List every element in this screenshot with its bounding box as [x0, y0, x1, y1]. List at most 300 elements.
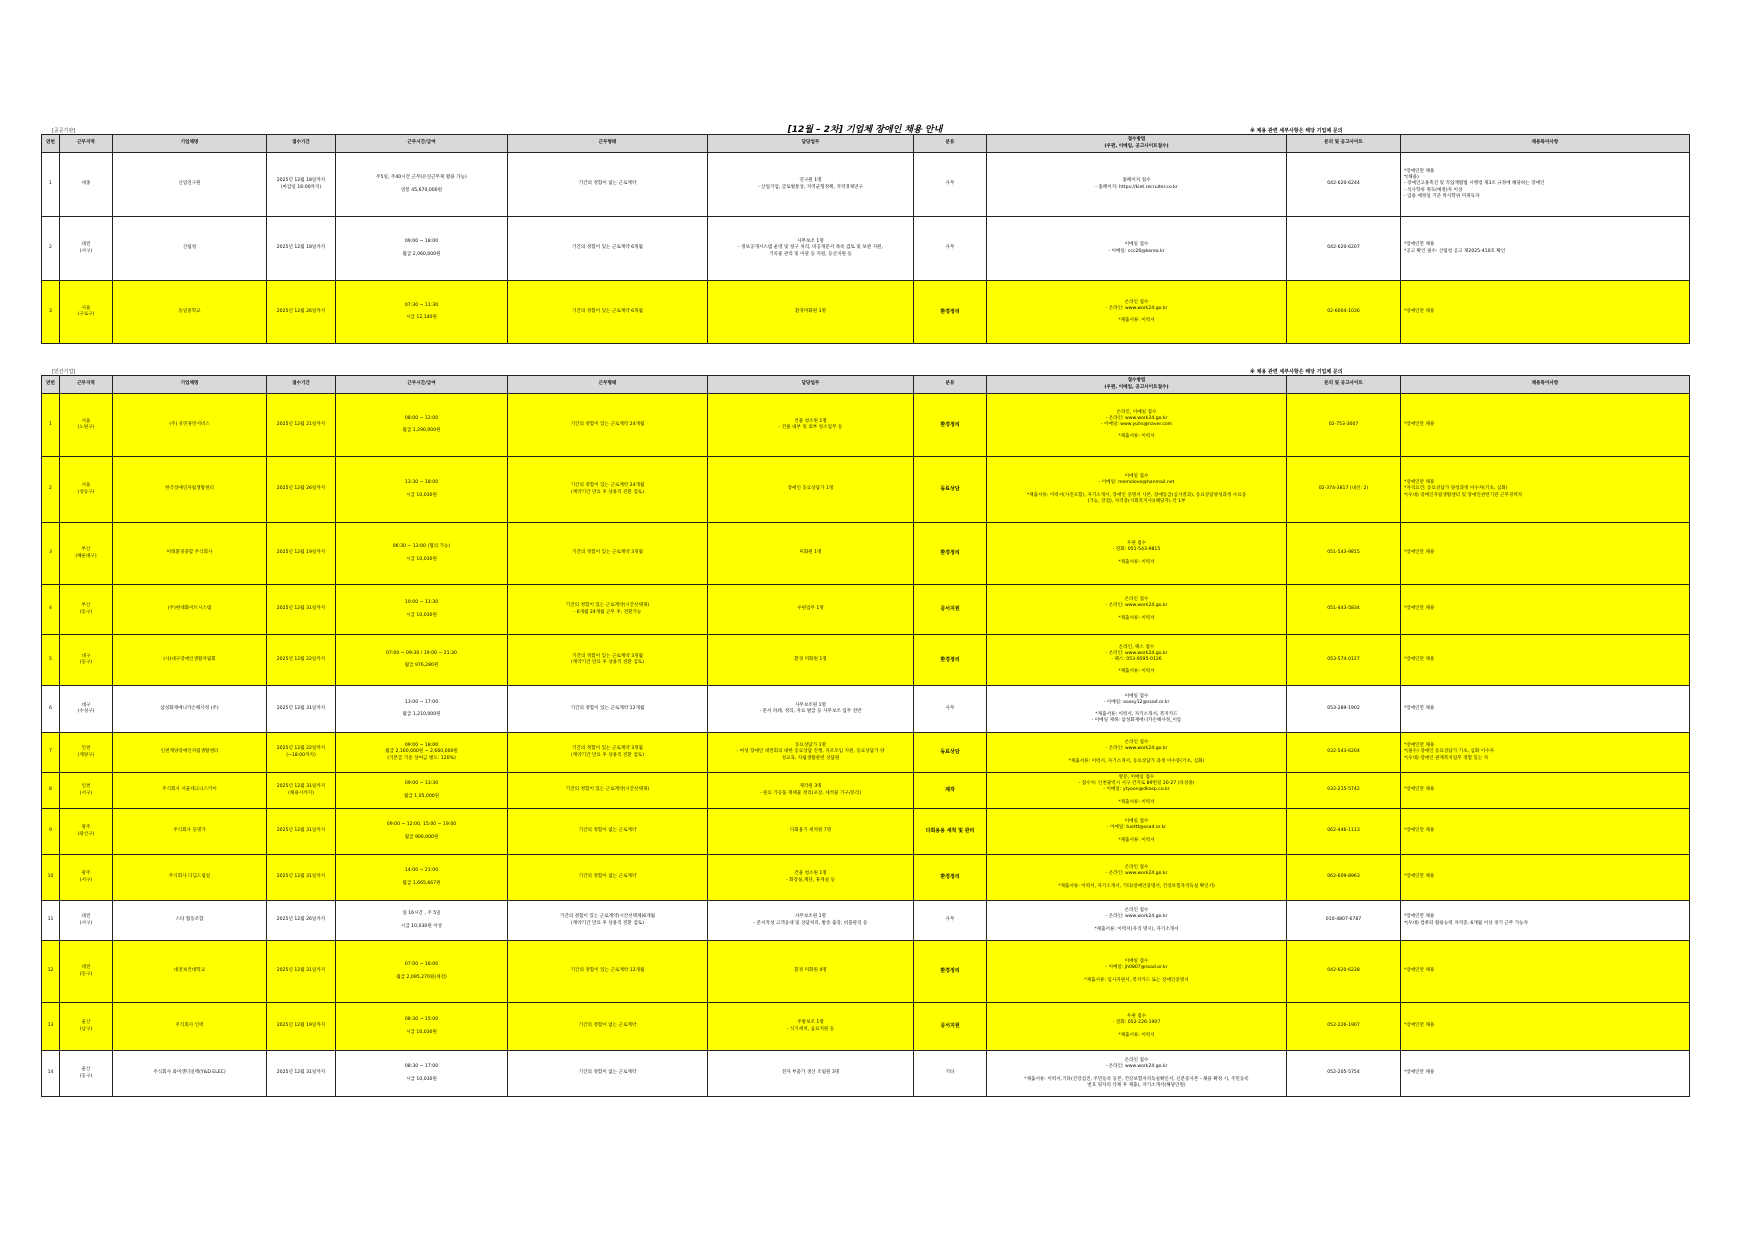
text-line: 시급 10,030원 [406, 1076, 437, 1082]
cell-application-method [987, 635, 1287, 686]
text-line: 13:00 ~ 17:00 [404, 699, 439, 705]
text-line: 2025년 12월 18일까지 [276, 245, 326, 251]
cell-job-duty [708, 855, 914, 901]
text-line: 근무지역 [77, 140, 95, 146]
text-line: 4 [49, 606, 52, 612]
text-line: 산림청 [182, 245, 197, 251]
cell-row-no [42, 1003, 60, 1051]
cell-hours-pay [336, 733, 508, 773]
cell-application-period [267, 733, 336, 773]
table-row [42, 523, 1690, 585]
cell-job-category [914, 901, 987, 941]
table-row [42, 686, 1690, 733]
text-line: 동료상담 [940, 486, 960, 493]
text-line: 대전보건대학교 [173, 968, 206, 974]
text-line: 기업체명 [180, 140, 199, 146]
text-line: - 접수처: 인천광역시 서구 건지로 89번길 20-27 (라성종) [1078, 781, 1195, 787]
text-line: 기간의 정함이 있는 근로계약(시간선택제) [565, 603, 650, 609]
table-header-row [42, 376, 1690, 394]
text-line: 근무형태 [598, 381, 617, 387]
text-line: 기간의 정함이 없는 근로계약 [578, 181, 637, 187]
text-line: 분류 [945, 381, 955, 387]
cell-employment-type [508, 941, 708, 1003]
cell-application-period [267, 394, 336, 457]
cell-employment-type [508, 523, 708, 585]
cell-hiring-notes [1401, 686, 1690, 733]
text-line: 시급 10,030원 [406, 492, 437, 498]
text-line: *제출서류: 이력서 [1118, 799, 1155, 805]
section-label-public: [공공기관] [52, 128, 76, 134]
text-line: 02-374-3817 (내선: 2) [1318, 486, 1369, 492]
text-line: 9 [49, 828, 52, 834]
text-line: - 이메일: ccc20@korea.kr [1108, 248, 1165, 254]
text-line: - 전화: 051-543-9815 [1112, 547, 1161, 553]
cell-job-category [914, 394, 987, 457]
text-line: 연번 [46, 140, 55, 146]
text-line: *제출서류: 이력서 [1118, 669, 1155, 675]
table-row [42, 635, 1690, 686]
cell-application-period [267, 585, 336, 635]
cell-hiring-notes [1401, 217, 1690, 281]
cell-application-method [987, 686, 1287, 733]
text-line: (동구) [79, 1073, 93, 1079]
cell-contact-site [1287, 901, 1401, 941]
text-line: 대전 [81, 965, 91, 971]
column-header-job-duty [708, 376, 914, 394]
text-line: 2025년 12월 31일까지 [276, 874, 326, 880]
text-line: 8 [49, 787, 52, 793]
text-line: 08:00 ~ 12:00 [404, 415, 439, 421]
text-line: 사무 [945, 917, 955, 923]
cell-hiring-notes [1401, 635, 1690, 686]
text-line: *제출서류: 이력서 [1118, 318, 1155, 324]
cell-company-name [113, 1003, 267, 1051]
text-line: 산업연구원 [178, 181, 201, 187]
text-line: 2025년 12월 18일까지 [276, 178, 326, 184]
cell-row-no [42, 1051, 60, 1097]
text-line: (~18:00까지) [286, 752, 316, 758]
cell-job-category [914, 1003, 987, 1051]
cell-hours-pay [336, 809, 508, 855]
text-line: (해운대구) [75, 553, 97, 559]
cell-hiring-notes [1401, 941, 1690, 1003]
cell-contact-site [1287, 281, 1401, 344]
text-line: (계약기간 만료 후 상용직 전환 검토) [570, 489, 644, 495]
text-line: - 입용 예정일 기준 박사학위 미취득자 [1404, 193, 1480, 199]
text-line: 접수기간 [292, 381, 310, 387]
cell-company-name [113, 941, 267, 1003]
text-line: 사무보조 1명 [797, 239, 824, 245]
table-row [42, 941, 1690, 1003]
cell-application-method [987, 773, 1287, 809]
column-header-hiring-notes [1401, 376, 1690, 394]
text-line: 주식회사 인력 [175, 1023, 204, 1029]
cell-employment-type [508, 585, 708, 635]
text-line: 13:30 ~ 18:00 [404, 480, 439, 486]
text-line: 환경미화원 1명 [794, 308, 826, 314]
text-line: *장애인만 채용 [1404, 828, 1435, 834]
text-line: *장애인만 채용 [1404, 914, 1435, 920]
text-line: - 이메일: jh0807@ssad.or.kr [1105, 965, 1168, 971]
text-line: (서구) [79, 920, 93, 926]
text-line: *장애인만 채용 [1404, 242, 1435, 248]
text-line: 월급 2,060,000원 [402, 251, 441, 257]
text-line: 사무 [945, 705, 955, 711]
cell-job-category [914, 773, 987, 809]
cell-company-name [113, 855, 267, 901]
cell-work-region [60, 217, 113, 281]
text-line: 근무지역 [77, 381, 95, 387]
cell-row-no [42, 809, 60, 855]
text-line: 2025년 12월 26일까지 [276, 308, 326, 314]
text-line: 기간의 정함이 있는 근로계약 24개월 [570, 421, 645, 427]
text-line: 일 16시간 , 주 5일 [402, 911, 441, 917]
column-header-employment-type [508, 376, 708, 394]
cell-job-category [914, 733, 987, 773]
column-header-employment-type [508, 135, 708, 153]
cell-job-duty [708, 809, 914, 855]
text-line: 대구 [81, 702, 91, 708]
cell-application-period [267, 281, 336, 344]
text-line: 시급 10,030원 [406, 612, 437, 618]
text-line: 09:00 ~ 12:00, 15:00 ~ 19:00 [386, 822, 457, 828]
text-line: 제작 [945, 787, 955, 794]
cell-application-method [987, 457, 1287, 523]
cell-work-region [60, 941, 113, 1003]
text-line: *장애인만 채용 [1404, 787, 1435, 793]
cell-job-duty [708, 901, 914, 941]
text-line: *(필수) 장애인 동료상담가 기초, 심화 이수자 [1404, 749, 1495, 755]
cell-company-name [113, 809, 267, 855]
text-line: *제출서류: 이력서 [1118, 1032, 1155, 1038]
text-line: 14:00 ~ 21:00 [404, 868, 439, 874]
cell-work-region [60, 1051, 113, 1097]
text-line: *제출서류: 입사지원서, 복지카드 또는 장애인증명서 [1084, 977, 1189, 983]
text-line: 온라인 접수 [1124, 299, 1149, 305]
text-line: (동구) [79, 660, 93, 665]
text-line: 2025년 12월 31일까지 [276, 828, 326, 834]
text-line: 032-215-5742 [1327, 787, 1360, 793]
text-line: 09:00 ~ 18:00 [404, 743, 439, 749]
section-label-private: [민간기업] [52, 369, 76, 375]
cell-employment-type [508, 855, 708, 901]
cell-contact-site [1287, 773, 1401, 809]
text-line: (서구) [79, 877, 93, 883]
cell-employment-type [508, 281, 708, 344]
cell-application-period [267, 901, 336, 941]
text-line: 온라인 접수 [1124, 597, 1149, 603]
cell-contact-site [1287, 394, 1401, 457]
cell-hiring-notes [1401, 855, 1690, 901]
text-line: - 산업기업, 글로벌통상, 지역균형정책, 지역경제연구 [757, 184, 864, 190]
text-line: 미화원 1명 [799, 550, 822, 556]
cell-company-name [113, 457, 267, 523]
table-row [42, 1051, 1690, 1097]
text-line: 기간의 정함이 없는 근로계약 [578, 828, 637, 834]
column-header-row-no [42, 135, 60, 153]
text-line: 근무시간/급여 [407, 381, 436, 387]
cell-employment-type [508, 901, 708, 941]
text-line: - 문서 파쇄, 정리, 자료 발급 등 사무보조 업무 전반 [759, 709, 862, 714]
text-line: 온라인 접수 [1124, 1058, 1149, 1064]
text-line: *장애인만 채용 [1404, 550, 1435, 556]
text-line: - 정보공개시스템 운영 및 청구 처리, 비공개문서 목록 검토 및 보관 지원, [738, 245, 883, 251]
text-line: 대전 [81, 242, 91, 248]
text-line: 기간의 정함이 없는 근로계약 [578, 874, 637, 880]
text-line: 042-620-6207 [1327, 245, 1360, 251]
text-line: 07:30 ~ 11:30 [404, 302, 439, 308]
text-line: 인천계양장애인자립생활센터 [160, 749, 219, 755]
text-line: - 온라인: www.work24.go.kr [1105, 650, 1168, 656]
text-line: 13 [47, 1023, 54, 1029]
text-line: - 6개월 24개월 근무 후, 전환가능 [573, 609, 642, 615]
text-line: 서울 [81, 305, 91, 311]
text-line: 우편 접수 [1126, 541, 1147, 547]
cell-hiring-notes [1401, 153, 1690, 217]
cell-contact-site [1287, 733, 1401, 773]
column-header-row-no [42, 376, 60, 394]
text-line: 이메일 접수 [1124, 693, 1149, 699]
text-line: 대전 [81, 914, 91, 920]
cell-job-duty [708, 394, 914, 457]
cell-work-region [60, 585, 113, 635]
text-line: *제출서류: 이력서 [1118, 434, 1155, 440]
cell-work-region [60, 523, 113, 585]
text-line: *제출서류: 이력서 [1118, 615, 1155, 621]
text-line: 051-543-9815 [1327, 550, 1360, 556]
column-header-application-period [267, 376, 336, 394]
text-line: 울산 [81, 1020, 91, 1026]
cell-contact-site [1287, 153, 1401, 217]
cell-employment-type [508, 733, 708, 773]
text-line: 세종 [81, 181, 91, 187]
cell-hours-pay [336, 281, 508, 344]
text-line: 환경정리 [940, 421, 960, 428]
column-header-work-region [60, 135, 113, 153]
text-line: 월급 2,160,000원 ~ 2,660,000원 [385, 749, 458, 755]
cell-row-no [42, 153, 60, 217]
cell-application-period [267, 217, 336, 281]
cell-work-region [60, 153, 113, 217]
text-line: 다회용기 세척원 7명 [789, 828, 832, 834]
cell-contact-site [1287, 686, 1401, 733]
cell-application-period [267, 153, 336, 217]
cell-row-no [42, 773, 60, 809]
text-line: *(채용) [1404, 175, 1419, 181]
text-line: (계약기간 만료 후 상용직 전환 검토) [570, 920, 644, 926]
text-line: 접수기간 [292, 140, 310, 146]
text-line: 삼성화재애니카손해사정 (주) [160, 705, 219, 711]
text-line: 담당업무 [801, 381, 820, 387]
cell-contact-site [1287, 1051, 1401, 1097]
cell-application-method [987, 523, 1287, 585]
text-line: *제출서류: 이력서, 자기소개서, 기타(장애인증명서, 건강보험자격득실 확인서) [1058, 883, 1215, 889]
text-line: 접수방법 [1127, 137, 1146, 143]
text-line: 이메일 접수 [1124, 242, 1149, 248]
text-line: 광주 [81, 871, 91, 877]
text-line: 연구원 1명 [799, 178, 822, 184]
cell-job-duty [708, 733, 914, 773]
text-line: 2025년 12월 31일까지 [276, 784, 326, 790]
cell-hours-pay [336, 855, 508, 901]
text-line: 시급 10,030원 [406, 1029, 437, 1035]
cell-work-region [60, 686, 113, 733]
cell-work-region [60, 457, 113, 523]
text-line: 한국장애인자립생활센터 [165, 486, 214, 492]
text-line: - 전화: 052-226-1907 [1112, 1020, 1161, 1026]
column-header-company-name [113, 376, 267, 394]
text-line: 채용특이사항 [1531, 381, 1559, 387]
text-line: 동료상담가 1명 [794, 743, 826, 749]
cell-hiring-notes [1401, 901, 1690, 941]
cell-application-period [267, 523, 336, 585]
cell-hours-pay [336, 394, 508, 457]
cell-row-no [42, 394, 60, 457]
text-line: 근무시간/급여 [407, 140, 436, 146]
table-row [42, 153, 1690, 217]
text-line: 환경정리 [940, 550, 960, 557]
table-row [42, 733, 1690, 773]
cell-hours-pay [336, 217, 508, 281]
text-line: 07:00 ~ 09:30 / 19:00 ~ 21:30 [386, 650, 457, 656]
text-line: 기간의 정함이 없는 근로계약 [578, 1070, 637, 1076]
text-line: - 장애인고용촉진 및 직업재활법 시행령 제3조 규정에 해당하는 장애인 [1404, 181, 1545, 187]
cell-hours-pay [336, 686, 508, 733]
cell-application-method [987, 217, 1287, 281]
cell-company-name [113, 901, 267, 941]
text-line: 11 [47, 917, 54, 923]
text-line: 주5일, 주40시간 근무(유연근무제 활용 가능) [376, 175, 467, 181]
text-line: 서울 [81, 418, 91, 424]
text-line: - 이메일: memolove@hanmail.net [1098, 480, 1175, 486]
cell-row-no [42, 941, 60, 1003]
text-line: 주식회사 서울테크니스카이 [162, 787, 217, 793]
text-line: 연봉 45,670,000원 [400, 187, 443, 193]
text-line: 월급 976,280원 [404, 663, 439, 669]
column-header-contact-site [1287, 376, 1401, 394]
text-line: 이메일 접수 [1124, 474, 1149, 480]
text-line: - 온라인: www.work24.go.kr [1105, 603, 1168, 609]
text-line: 담당업무 [801, 140, 820, 146]
column-header-application-method [987, 376, 1287, 394]
text-line: (수성구) [77, 709, 95, 714]
cell-row-no [42, 901, 60, 941]
cell-application-method [987, 855, 1287, 901]
table-row [42, 217, 1690, 281]
text-line: 방문, 이메일 접수 [1118, 775, 1155, 781]
text-line: 2025년 12월 26일까지 [276, 486, 326, 492]
cell-job-category [914, 686, 987, 733]
text-line: 환경 미화원 1명 [794, 656, 827, 662]
cell-employment-type [508, 686, 708, 733]
text-line: 전자 부품가 생산 조립원 3명 [781, 1070, 840, 1076]
text-line: - 이메일 제목: 삼성화재애니카손해사정_이름 [1091, 718, 1182, 724]
text-line: - 온라인: www.work24.go.kr [1105, 305, 1168, 311]
cell-hours-pay [336, 457, 508, 523]
cell-job-duty [708, 153, 914, 217]
text-line: 3 [49, 550, 52, 556]
text-line: 우편업무 1명 [797, 606, 824, 612]
cell-job-category [914, 281, 987, 344]
text-line: 주식회사 와이앤디일렉(Y&D ELEC) [153, 1070, 226, 1076]
text-line: 2025년 12월 31일까지 [276, 1070, 326, 1076]
text-line: 월급 1,665,667원 [402, 880, 441, 886]
text-line: (우편, 이메일, 공고사이트접수) [1104, 384, 1169, 390]
cell-application-method [987, 1003, 1287, 1051]
cell-company-name [113, 1051, 267, 1097]
text-line: 2025년 12월 31일까지 [276, 705, 326, 711]
cell-contact-site [1287, 941, 1401, 1003]
text-line: 채용특이사항 [1531, 140, 1559, 146]
table-row [42, 809, 1690, 855]
text-line: 인천 [81, 746, 91, 752]
text-line: 기간의 정함이 있는 근로계약 12개월 [570, 968, 645, 974]
cell-row-no [42, 733, 60, 773]
text-line: - 이메일: tuettt@ssad.or.kr [1106, 825, 1167, 831]
cell-job-duty [708, 523, 914, 585]
text-line: - 온라인: www.work24.go.kr [1105, 415, 1168, 421]
text-line: 문의 및 공고사이트 [1324, 381, 1363, 387]
text-line: 기간의 정함이 있는 근로계약(시간선택제) [565, 787, 650, 793]
cell-company-name [113, 733, 267, 773]
cell-job-duty [708, 686, 914, 733]
column-header-application-period [267, 135, 336, 153]
cell-hiring-notes [1401, 394, 1690, 457]
cell-company-name [113, 686, 267, 733]
cell-row-no [42, 217, 60, 281]
text-line: - 이메일: ooosy12@ssad.or.kr [1103, 699, 1170, 705]
text-line: 근무형태 [598, 140, 617, 146]
text-line: 기간의 정함이 있는 근로계약(시간선택제)6개월 [559, 914, 656, 920]
text-line: 부산 [81, 547, 91, 553]
text-line: *제출서류: 이력서(자격 명시), 자기소개서 [1094, 926, 1179, 932]
cell-work-region [60, 1003, 113, 1051]
text-line: - 이메일: ytyoon@dkasp.co.kr [1103, 787, 1170, 793]
cell-company-name [113, 153, 267, 217]
cell-job-duty [708, 585, 914, 635]
text-line: *장애인만 채용 [1404, 421, 1435, 427]
cell-application-method [987, 1051, 1287, 1097]
text-line: 14 [47, 1070, 54, 1076]
cell-work-region [60, 733, 113, 773]
table-row [42, 394, 1690, 457]
cell-job-category [914, 635, 987, 686]
cell-employment-type [508, 217, 708, 281]
text-line: 분류 [945, 140, 955, 146]
text-line: 2025년 12월 19일까지 [276, 550, 326, 556]
text-line: 제작원 3명 [799, 784, 822, 790]
text-line: 2 [49, 245, 52, 251]
text-line: *장애인만 채용 [1404, 308, 1435, 314]
cell-contact-site [1287, 523, 1401, 585]
text-line: - 여성 장애인 대면회의 대한 동료상담 진행, 자조모임 지원, 동료상담가 양 [736, 749, 885, 755]
cell-hiring-notes [1401, 809, 1690, 855]
text-line: 6 [49, 705, 52, 711]
text-line: 2025년 12월 21일까지 [276, 421, 326, 427]
text-line: 온라인, 이메일 접수 [1116, 409, 1157, 415]
text-line: 온라인 접수 [1124, 865, 1149, 871]
cell-job-duty [708, 1003, 914, 1051]
cell-work-region [60, 773, 113, 809]
cell-work-region [60, 855, 113, 901]
text-line: *장애인만 채용 [1404, 480, 1435, 486]
text-line: - 온라인: www.work24.go.kr [1105, 1064, 1168, 1070]
text-line: 042-620-6244 [1327, 181, 1360, 187]
text-line: *제출서류: 이력서, 자기소개서, 복지카드 [1095, 712, 1178, 718]
cell-hiring-notes [1401, 1051, 1690, 1097]
text-line: 울산 [81, 1067, 91, 1073]
cell-row-no [42, 457, 60, 523]
